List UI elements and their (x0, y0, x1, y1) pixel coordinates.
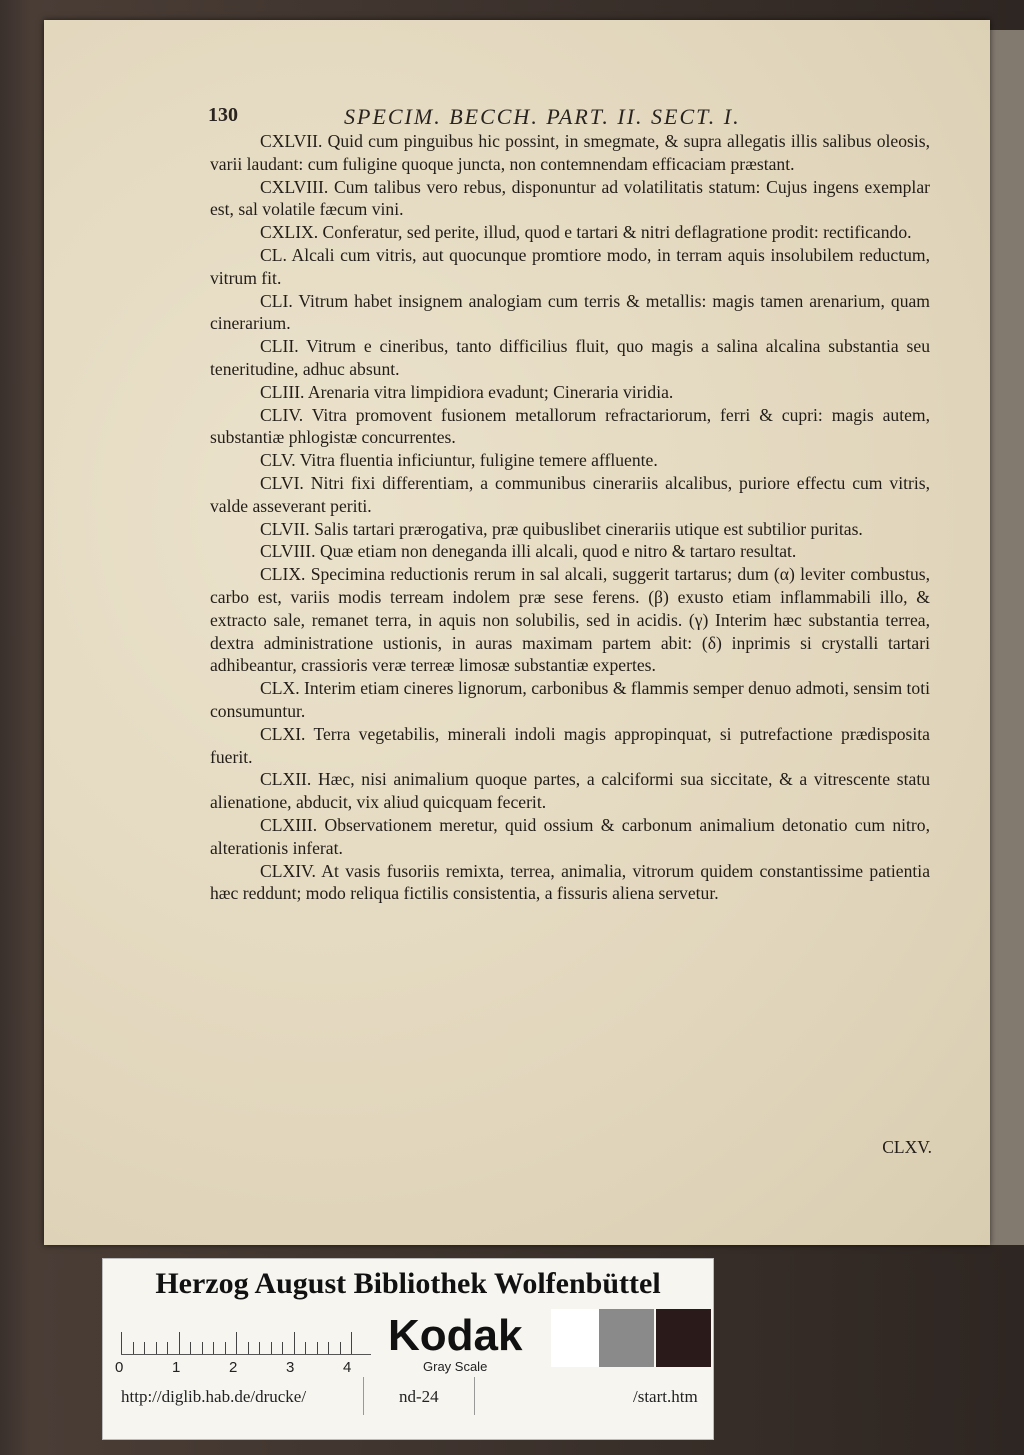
ruler-label: 0 (115, 1359, 124, 1376)
paragraph-text: Vitra fluentia inficiuntur, fuligine temere affluente. (295, 450, 658, 471)
scan-target-card (102, 1258, 714, 1440)
paragraph-text: Vitra promovent fusionem metallorum refractariorum, ferri & cupri: magis autem, substantiæ phlogistæ concurrentes. (210, 404, 930, 448)
paragraph-text: Nitri fixi differentiam, a communibus cinerariis alcalibus, puriore effectu cum vitris, valde asseverant periti. (210, 472, 930, 516)
paragraph-text: Terra vegetabilis, minerali indoli magis appropinquat, si putrefactione prædisposita fuerit. (210, 723, 930, 767)
paragraph (210, 404, 930, 450)
paragraph-text: Salis tartari prærogativa, præ quibuslibet cinerariis utique est subtilior puritas. (309, 518, 863, 539)
gray-swatch-mid (599, 1309, 654, 1367)
paragraph (210, 563, 930, 677)
paragraph (210, 814, 930, 860)
ruler-label: 4 (343, 1359, 352, 1376)
ruler-tick (271, 1342, 272, 1354)
paragraph-number: CLIII. (260, 381, 305, 402)
running-head: SPECIM. BECCH. PART. II. SECT. I. (344, 104, 741, 129)
paragraph-text: Conferatur, sed perite, illud, quod e tartari & nitri deflagratione prodit: rectificando. (318, 222, 912, 243)
ruler-tick (167, 1342, 168, 1354)
gray-swatch-dark (656, 1309, 711, 1367)
library-name: Herzog August Bibliothek Wolfenbüttel (155, 1267, 661, 1300)
paragraph-text: Arenaria vitra limpidiora evadunt; Cineraria viridia. (304, 381, 674, 402)
ruler-label: 2 (229, 1359, 238, 1376)
ruler-tick (144, 1342, 145, 1354)
ruler-tick (248, 1342, 249, 1354)
paragraph (210, 290, 930, 336)
page-number: 130 (208, 104, 238, 126)
ruler-tick (190, 1342, 191, 1354)
gray-swatch-white (551, 1309, 606, 1367)
ruler-tick (202, 1342, 203, 1354)
paragraph-text: Interim etiam cineres lignorum, carbonibus & flammis semper denuo admoti, sensim toti consumuntur. (210, 678, 930, 721)
paragraph-text: Alcali cum vitris, aut quocunque promtiore modo, in terram aquis insolubilem reductum, vitrum fit. (210, 244, 930, 288)
paragraph-text: At vasis fusoriis remixta, terrea, animalia, vitrorum quidem constantissime patientia hæc reddunt; modo reliqua fictilis consistentia, a fissuris aliena servetur. (210, 860, 930, 904)
paragraph (210, 472, 930, 518)
ruler-tick (340, 1342, 341, 1354)
next-page-edge (988, 30, 1024, 1245)
paragraph-number: CLVI. (260, 472, 304, 493)
ruler-tick (259, 1342, 260, 1354)
ruler-tick (328, 1342, 329, 1354)
paragraph-number: CLIV. (260, 404, 304, 425)
paragraph (210, 335, 930, 381)
paragraph (210, 221, 930, 244)
paragraph (210, 677, 930, 723)
ruler-tick (213, 1342, 214, 1354)
paragraph-text: Vitrum e cineribus, tanto difficilius fluit, quo magis a salina alcalina substantia seu teneritudine, adhuc absunt. (210, 336, 930, 379)
paragraph (210, 518, 930, 541)
page-header (208, 104, 938, 132)
paragraph-text: Quid cum pinguibus hic possint, in smegmate, & supra allegatis illis salibus oleosis, varii laudant: cum fuligine quoque juncta, non contemnendam efficaciam præstant. (210, 131, 930, 174)
paragraph-number: CLVIII. (260, 541, 316, 562)
paragraph-number: CLXI. (260, 723, 306, 744)
signature-label: nd-24 (399, 1387, 439, 1406)
paragraph (210, 130, 930, 176)
paragraph-number: CLVII. (260, 518, 310, 539)
paragraph-text: Hæc, nisi animalium quoque partes, a calciformi sua siccitate, & a vitrescente statu alienatione, abducit, vix aliud quicquam fecerit. (210, 769, 930, 813)
paragraph-number: CLI. (260, 290, 293, 311)
paragraph-number: CLV. (260, 450, 296, 471)
paragraph-number: CLII. (260, 336, 299, 357)
paragraph-number: CXLVIII. (260, 176, 329, 197)
ruler-tick (305, 1342, 306, 1354)
ruler-tick (294, 1332, 295, 1354)
paragraph (210, 768, 930, 814)
paragraph (210, 176, 930, 222)
ruler-label: 1 (172, 1359, 181, 1376)
paragraph-number: CLX. (260, 678, 300, 699)
url-suffix: /start.htm (633, 1387, 698, 1406)
paragraph-number: CLXIV. (260, 860, 316, 881)
scale-ruler (121, 1314, 371, 1355)
paragraph-text: Observationem meretur, quid ossium & carbonum animalium detonatio cum nitro, alterationis inferat. (210, 814, 930, 858)
ruler-tick (317, 1342, 318, 1354)
ruler-tick (236, 1332, 237, 1354)
paragraph-number: CLXIII. (260, 814, 318, 835)
ruler-tick (121, 1332, 122, 1354)
paragraph-text: Vitrum habet insignem analogiam cum terris & metallis: magis tamen arenarium, quam cinerarium. (210, 290, 930, 334)
paragraph-number: CXLVII. (260, 131, 323, 151)
kodak-logo: Kodak (388, 1311, 523, 1360)
paragraph (210, 723, 930, 769)
paragraph (210, 244, 930, 290)
paragraph-text: Cum talibus vero rebus, disponuntur ad volatilitatis statum: Cujus ingens exemplar est, sal volatile fæcum vini. (210, 176, 930, 220)
paragraph-text: Quæ etiam non deneganda illi alcali, quod e nitro & tartaro resultat. (315, 541, 797, 562)
paragraph-number: CL. (260, 244, 287, 265)
paragraph (210, 381, 930, 404)
paragraph-number: CLIX. (260, 564, 306, 585)
ruler-tick (225, 1342, 226, 1354)
ruler-tick (156, 1342, 157, 1354)
ruler-label: 3 (286, 1359, 295, 1376)
ruler-tick (351, 1332, 352, 1354)
ruler-tick (282, 1342, 283, 1354)
body-text (210, 130, 930, 905)
paragraph (210, 540, 930, 563)
ruler-tick (179, 1332, 180, 1354)
gray-scale-label: Gray Scale (423, 1359, 488, 1374)
paragraph (210, 860, 930, 906)
paragraph (210, 449, 930, 472)
catchword: CLXV. (882, 1137, 932, 1157)
paragraph-number: CXLIX. (260, 222, 319, 243)
ruler-tick (133, 1342, 134, 1354)
url-prefix: http://diglib.hab.de/drucke/ (121, 1387, 307, 1406)
paragraph-number: CLXII. (260, 769, 312, 790)
paragraph-text: Specimina reductionis rerum in sal alcali, suggerit tartarus; dum (α) leviter combustus, carbo est, variis modis terream indolem præ sese ferens. (β) exusto etiam inflammabili illo, & extracto sale, remanet terra, in aquis non solubilis, sed in acidis. (γ) Interim hæc substantia terrea, dextra administratione ustionis, in auras maximam partem abit: (δ) inprimis si crystalli tartari adhibeantur, crassioris veræ terreæ limosæ substantiæ expertes. (210, 564, 930, 676)
